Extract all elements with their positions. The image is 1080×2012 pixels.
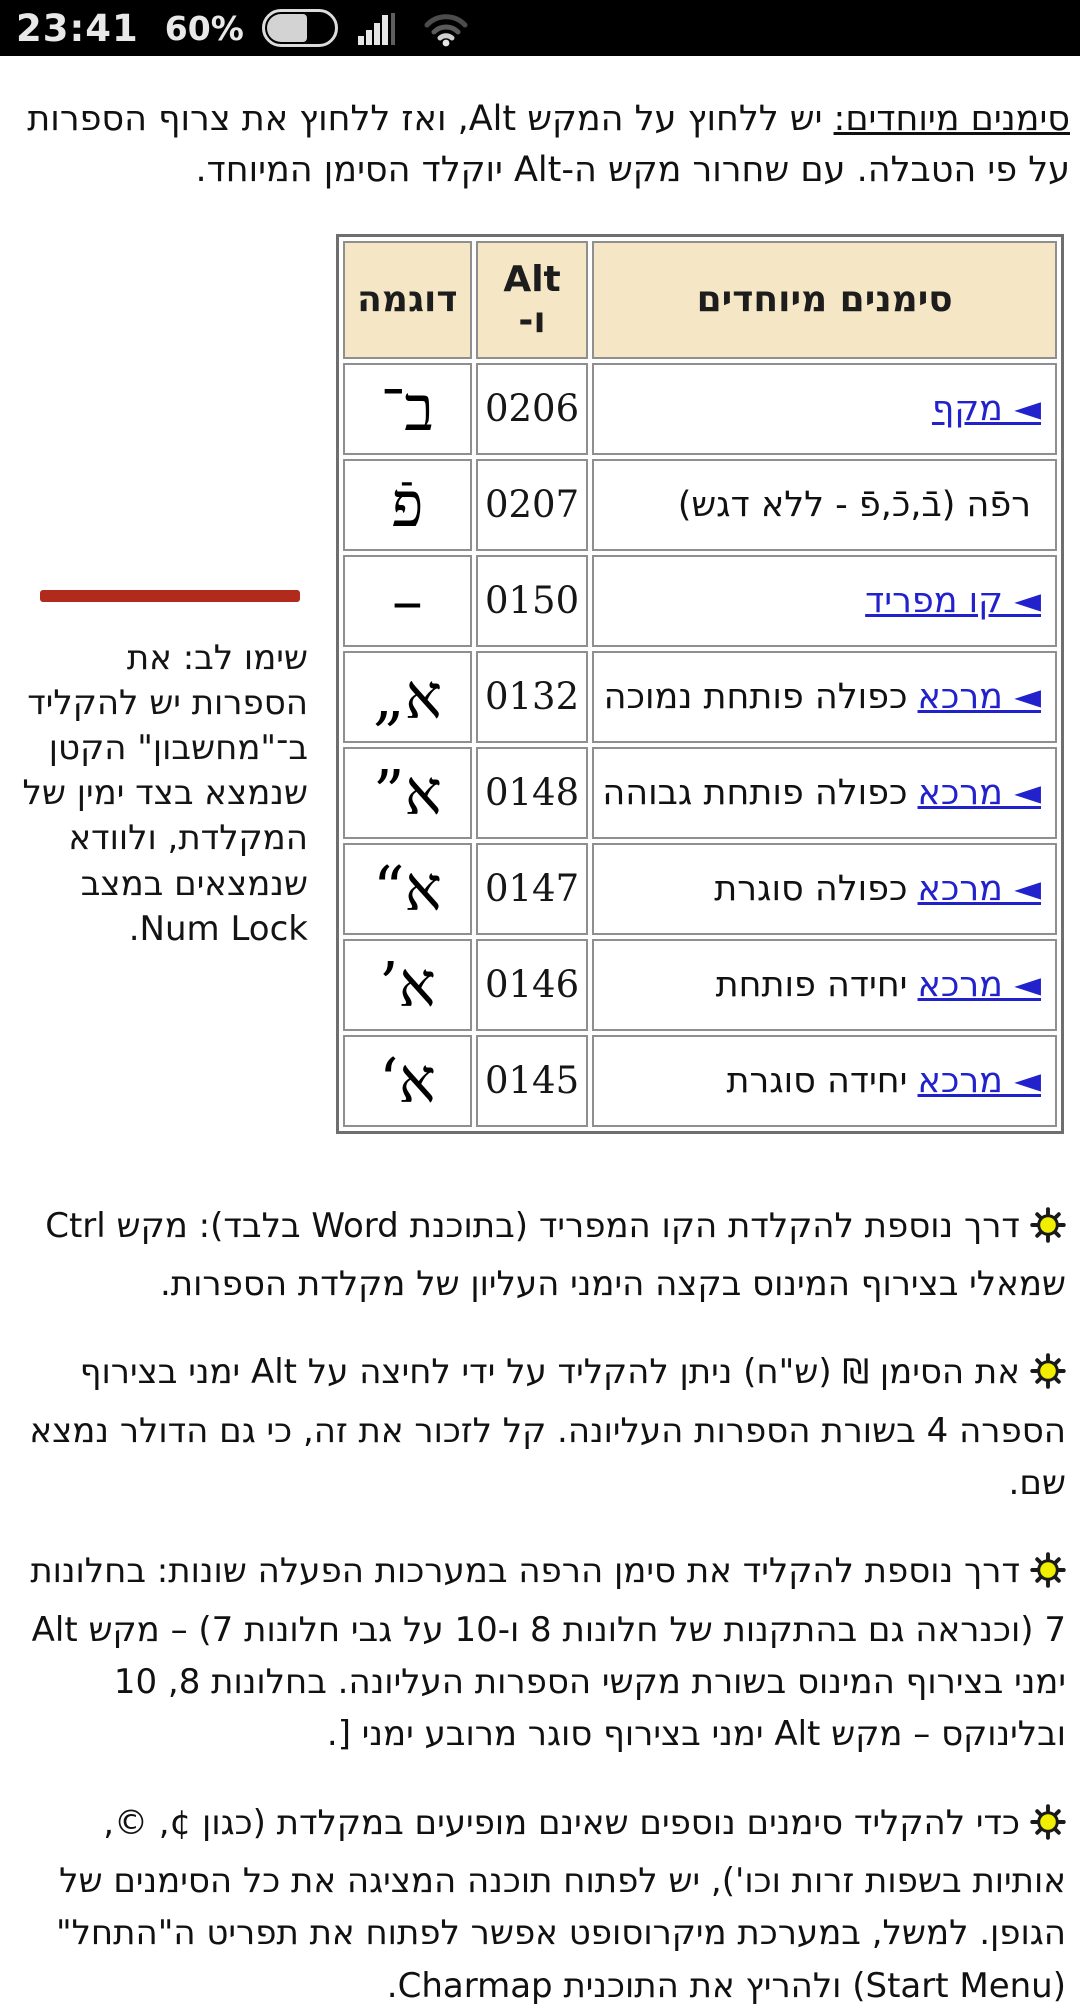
- table-header-row: [343, 241, 1057, 359]
- description-text: יחידה פותחת: [716, 965, 908, 1005]
- sun-bullet-icon: [1030, 1206, 1066, 1258]
- intro-paragraph: [10, 94, 1070, 196]
- description-text: כפולה פותחת נמוכה: [604, 677, 908, 717]
- tip-paragraph: [12, 1797, 1066, 2012]
- table-row: [343, 555, 1057, 647]
- header-alt-code: Alt ו-: [476, 241, 589, 359]
- alt-code-cell: 0147: [476, 843, 589, 935]
- alt-code-cell: 0148: [476, 747, 589, 839]
- example-cell: פֿ: [343, 459, 472, 551]
- description-text: רפֿה (בֿ,כֿ,פֿ - ללא דגש): [678, 485, 1031, 525]
- example-cell: א’: [343, 939, 472, 1031]
- table-row: [343, 651, 1057, 743]
- alt-code-cell: 0145: [476, 1035, 589, 1127]
- description-text: כפולה סוגרת: [714, 869, 907, 909]
- description-text: כפולה פותחת גבוהה: [602, 773, 907, 813]
- term-link[interactable]: ◄ מרכא: [918, 773, 1041, 813]
- term-link[interactable]: ◄ מרכא: [918, 1061, 1041, 1101]
- term-link[interactable]: ◄ מרכא: [918, 869, 1041, 909]
- battery-fill: [267, 14, 308, 42]
- wifi-icon: [422, 9, 470, 47]
- header-example: דוגמה: [343, 241, 472, 359]
- symbol-description-cell: [592, 747, 1057, 839]
- side-note: [0, 590, 336, 987]
- sun-bullet-icon: [1030, 1352, 1066, 1404]
- status-bar: [0, 0, 1080, 56]
- tip-text: דרך נוספת להקליד את סימן הרפה במערכות הפעלה שונות: בחלונות 7 (וכנראה גם בהתקנות של חלונות 8 ו-10 על גבי חלונות 7) – מקש Alt ימני בצירוף המינוס בשורת מקשי הספרות העליונה. בחלונות 8, 10 ובלינוקס – מקש Alt ימני בצירוף סוגר מרובע ימני ‎]‎.: [30, 1551, 1066, 1754]
- table-row: [343, 459, 1057, 551]
- tip-text: את הסימן ₪ (ש"ח) ניתן להקליד על ידי לחיצה על Alt ימני בצירוף הספרה 4 בשורת הספרות העליונה. קל לזכור את זה, כי גם הדולר נמצא שם.: [29, 1352, 1066, 1503]
- intro-lead-underlined: סימנים מיוחדים:: [834, 99, 1070, 139]
- table-and-note-row: [0, 234, 1080, 1134]
- battery-icon: [262, 9, 338, 47]
- intro-rest: יש ללחוץ על המקש Alt, ואז ללחוץ את צרוף הספרות על פי הטבלה. עם שחרור מקש ה-Alt יוקלד הסימן המיוחד.: [27, 99, 1070, 190]
- term-link[interactable]: ◄ מרכא: [918, 677, 1041, 717]
- example-cell: א‘: [343, 1035, 472, 1127]
- example-cell: א„: [343, 651, 472, 743]
- symbol-description-cell: [592, 1035, 1057, 1127]
- description-text: יחידה סוגרת: [726, 1061, 907, 1101]
- signal-icon: [358, 9, 402, 47]
- table-row: [343, 939, 1057, 1031]
- example-cell: א“: [343, 843, 472, 935]
- term-link[interactable]: ◄ קו מפריד: [865, 581, 1041, 621]
- sun-bullet-icon: [1030, 1803, 1066, 1855]
- table-row: [343, 747, 1057, 839]
- example-cell: ב־: [343, 363, 472, 455]
- symbol-description-cell: [592, 555, 1057, 647]
- example-cell: א”: [343, 747, 472, 839]
- alt-codes-table: [336, 234, 1064, 1134]
- symbol-description-cell: [592, 939, 1057, 1031]
- battery-percent-text: 60%: [165, 9, 244, 48]
- table-row: [343, 1035, 1057, 1127]
- term-link[interactable]: ◄ מרכא: [918, 965, 1041, 1005]
- symbol-description-cell: [592, 651, 1057, 743]
- symbol-description-cell: [592, 459, 1057, 551]
- alt-code-cell: 0146: [476, 939, 589, 1031]
- alt-code-cell: 0132: [476, 651, 589, 743]
- clock-text: 23:41: [16, 7, 139, 50]
- red-divider-rule: [40, 590, 300, 602]
- alt-code-cell: 0207: [476, 459, 589, 551]
- tip-paragraph: [12, 1346, 1066, 1509]
- alt-code-cell: 0206: [476, 363, 589, 455]
- numpad-note-text: שימו לב: את הספרות יש להקליד ב־"מחשבון" הקטן שנמצא בצד ימין של המקלדת, ולוודא שנמצאים במצב Num Lock.: [10, 636, 308, 953]
- alt-code-cell: 0150: [476, 555, 589, 647]
- sun-bullet-icon: [1030, 1551, 1066, 1603]
- table-row: [343, 843, 1057, 935]
- symbol-description-cell: [592, 843, 1057, 935]
- symbol-description-cell: [592, 363, 1057, 455]
- term-link[interactable]: ◄ מקף: [932, 389, 1041, 429]
- table-row: [343, 363, 1057, 455]
- example-cell: –: [343, 555, 472, 647]
- header-special-signs: סימנים מיוחדים: [592, 241, 1057, 359]
- alt-table-body: [343, 363, 1057, 1127]
- tip-paragraph: [12, 1545, 1066, 1760]
- tip-text: דרך נוספת להקלדת הקו המפריד (בתוכנת Word בלבד): מקש Ctrl שמאלי בצירוף המינוס בקצה הימני העליון של מקלדת הספרות.: [45, 1206, 1066, 1304]
- tip-text: כדי להקליד סימנים נוספים שאינם מופיעים במקלדת (כגון ¢, ©, אותיות בשפות זרות וכו'), יש לפתוח תוכנה המציגה את כל הסימנים של הגופן. למשל, במערכת מיקרוסופט אפשר לפתוח את תפריט ה"התחל" (Start Menu) ולהריץ את התוכנית Charmap.: [56, 1803, 1066, 2006]
- tip-paragraph: [12, 1200, 1066, 1311]
- tips-section: [0, 1200, 1080, 2012]
- webpage-content: [0, 94, 1080, 2012]
